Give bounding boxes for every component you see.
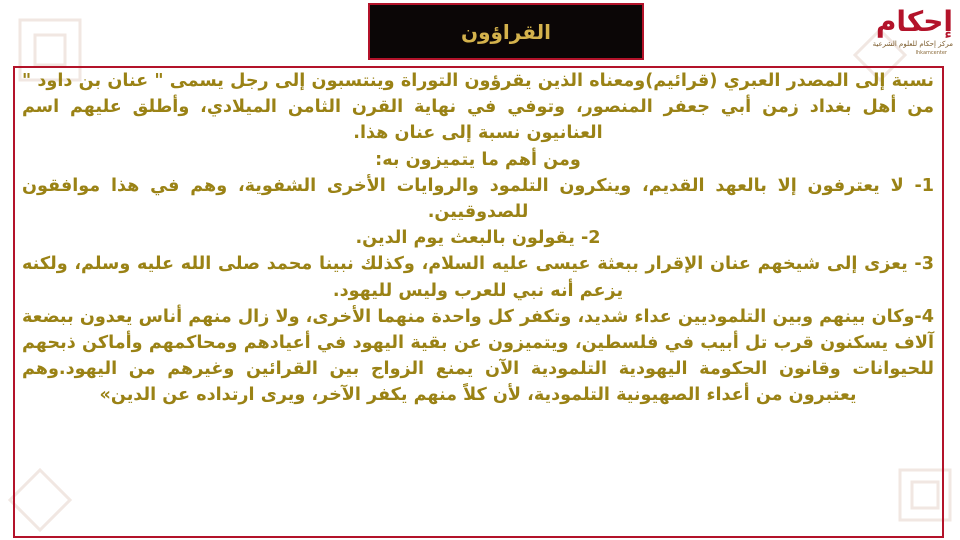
feature-item-2: 2- يقولون بالبعث يوم الدين.: [355, 228, 601, 249]
feature-item-1: 1- لا يعترفون إلا بالعهد القديم، وينكرون التلمود والروايات الأخرى الشفوية، وهم في هذا موافقون للصدوقيين.: [22, 175, 934, 223]
logo-url: Ihkamcenter: [915, 50, 947, 56]
features-heading: ومن أهم ما يتميزون به:: [375, 149, 581, 170]
page-title: القراؤون: [461, 19, 551, 44]
ihkam-logo: [872, 4, 957, 60]
logo-name: إحكام: [875, 5, 953, 38]
content-body: [22, 68, 934, 409]
title-banner: [368, 3, 644, 60]
feature-item-3: 3- يعزى إلى شيخهم عنان الإقرار ببعثة عيسى عليه السلام، وكذلك نبينا محمد صلى الله عليه وسلم، ولكنه يزعم أنه نبي للعرب وليس لليهود.: [22, 254, 934, 301]
feature-item-4: 4-وكان بينهم وبين التلموديين عداء شديد، وتكفر كل واحدة منهما الأخرى، ولا زال منهم أناس يعدون ببضعة آلاف يسكنون قرب تل أبيب في فلسطين، ويتميزون عن بقية اليهود في أعيادهم ومحاكمهم وأماكن ذبحهم للحيوانات وقانون الحكومة اليهودية التلمودية الآن يمنع الزواج بين القرائين وغيرهم من اليهود.وهم يعتبرون من أعداء الصهيونية التلمودية، لأن كلاً منهم يكفر الآخر، ويرى ارتداده عن الدين»: [22, 306, 934, 406]
logo-subtitle: مركز إحكام للعلوم الشرعية: [872, 40, 953, 48]
intro-paragraph: نسبة إلى المصدر العبري (قرائيم)ومعناه الذين يقرؤون التوراة وينتسبون إلى رجل يسمى " عنان بن داود " من أهل بغداد زمن أبي جعفر المنصور، وتوفي في نهاية القرن الثامن الميلادي، وأطلق عليهم اسم العنانيون نسبة إلى عنان هذا.: [22, 71, 934, 144]
